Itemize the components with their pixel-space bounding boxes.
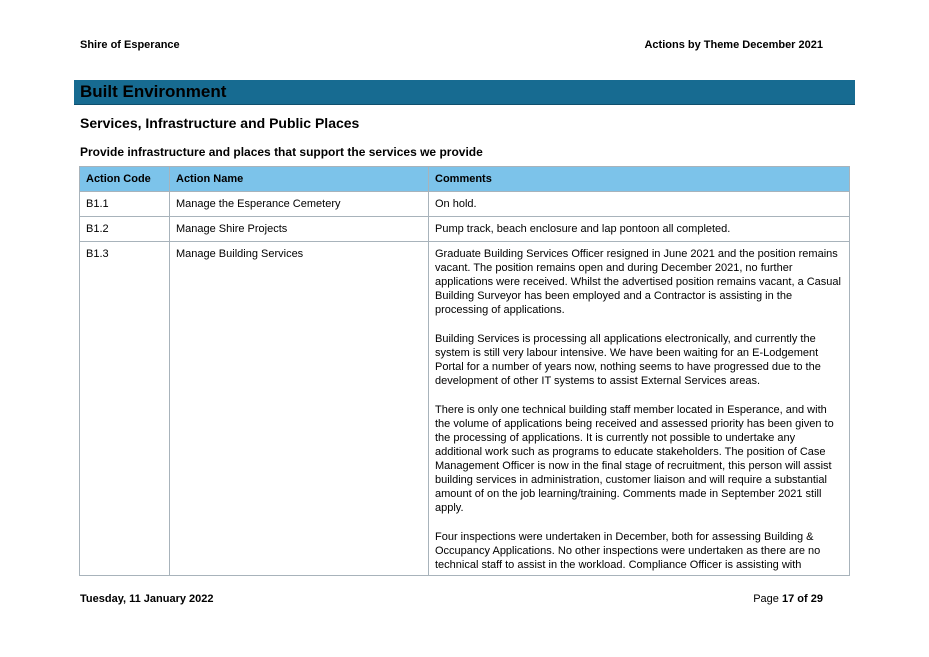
table-row — [80, 242, 850, 576]
action-code-cell: B1.1 — [80, 192, 170, 217]
comment-paragraph: Building Services is processing all applications electronically, and currently the system is still very labour intensive. We have been waiting for an E-Lodgement Portal for a number of years now, nothing seems to have progressed due to the development of other IT systems to assist External Services areas. — [435, 333, 821, 387]
footer-page-number — [753, 593, 823, 605]
comments-cell — [429, 217, 850, 242]
action-code-cell: B1.2 — [80, 217, 170, 242]
column-header-action-name: Action Name — [170, 167, 429, 192]
column-header-comments: Comments — [429, 167, 850, 192]
action-name-cell: Manage Shire Projects — [170, 217, 429, 242]
header-organisation: Shire of Esperance — [80, 39, 180, 51]
table-header-row — [80, 167, 850, 192]
theme-band — [74, 80, 855, 105]
comment-paragraph: Four inspections were undertaken in December, both for assessing Building & Occupancy Applications. No other inspections were undertaken as there are no technical staff to assist in the workload. Compliance Officer is assisting with — [435, 531, 821, 571]
section-objective: Provide infrastructure and places that support the services we provide — [80, 145, 483, 159]
comments-cell — [429, 242, 850, 576]
comment-paragraph: There is only one technical building staff member located in Esperance, and with the volume of applications being received and assessed priority has been given to the processing of applications. It is currently not possible to undertake any additional work such as programs to educate stakeholders. The position of Case Management Officer is now in the final stage of recruitment, this person will assist building services in administration, customer liaison and will require a substantial amount of on the job learning/training. Comments made in September 2021 still apply. — [435, 404, 834, 514]
actions-table — [79, 166, 850, 576]
action-name-cell: Manage Building Services — [170, 242, 429, 576]
table-row — [80, 217, 850, 242]
page-label: Page — [753, 593, 779, 605]
table-row — [80, 192, 850, 217]
page-of-label: of — [797, 593, 808, 605]
comment-paragraph: On hold. — [435, 198, 477, 210]
comments-cell — [429, 192, 850, 217]
section-title: Services, Infrastructure and Public Places — [80, 115, 360, 131]
comment-paragraph: Graduate Building Services Officer resigned in June 2021 and the position remains vacant. The position remains open and during December 2021, no further applications were received. Whilst the advertised position remains vacant, a Casual Building Surveyor has been employed and a Contractor is assisting in the processing of applications. — [435, 248, 841, 316]
header-report-title: Actions by Theme December 2021 — [644, 39, 823, 51]
page-current: 17 — [781, 593, 795, 605]
footer-date: Tuesday, 11 January 2022 — [80, 593, 214, 605]
action-code-cell: B1.3 — [80, 242, 170, 576]
action-name-cell: Manage the Esperance Cemetery — [170, 192, 429, 217]
page-total: 29 — [810, 593, 823, 605]
comment-paragraph: Pump track, beach enclosure and lap pontoon all completed. — [435, 223, 731, 235]
theme-title: Built Environment — [80, 82, 227, 101]
column-header-action-code: Action Code — [80, 167, 170, 192]
comments-continued-wrapper — [435, 247, 843, 575]
